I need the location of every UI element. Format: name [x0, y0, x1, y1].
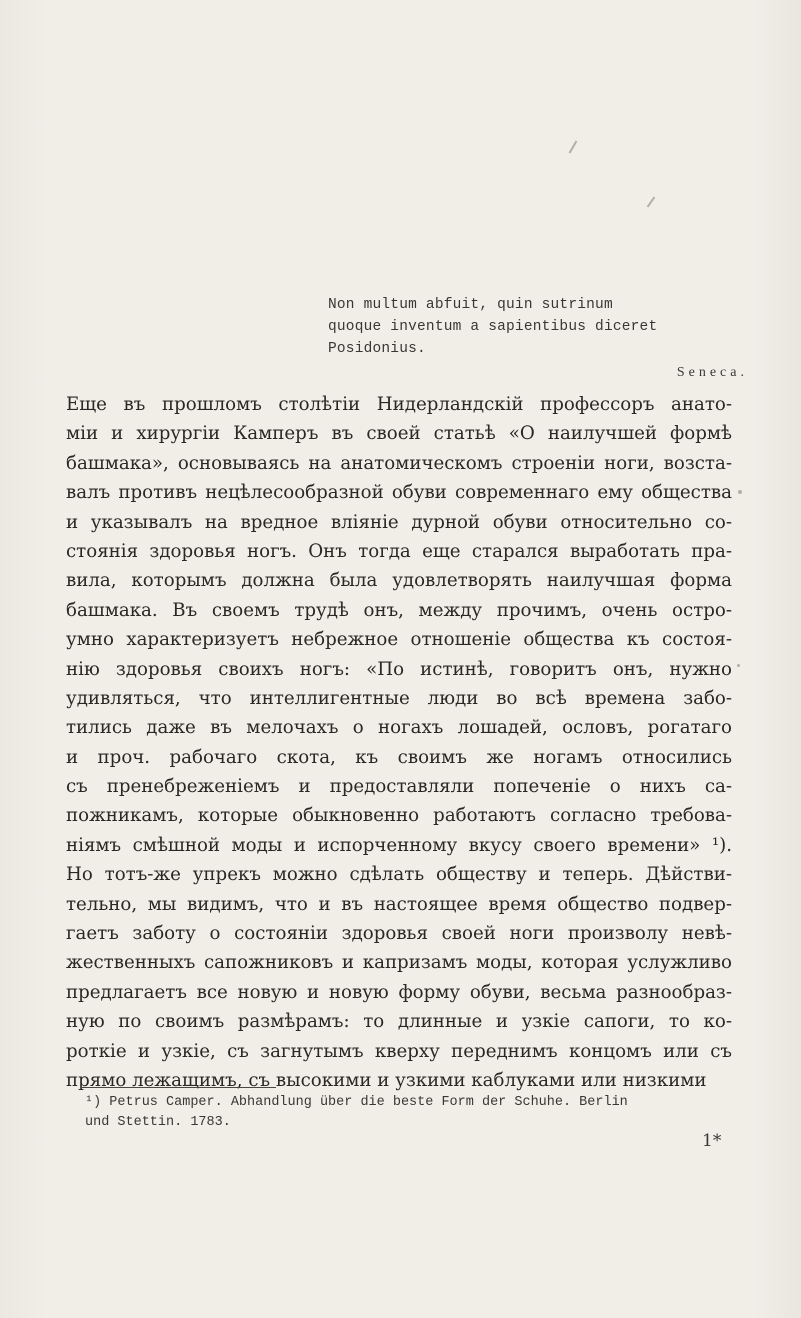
- epigraph-author: Seneca.: [676, 365, 748, 380]
- body-line: ніямъ смѣшной моды и испорченному вкусу своего времени» ¹).: [66, 834, 732, 856]
- body-line: ную по своимъ размѣрамъ: то длинные и узкіе сапоги, то ко-: [66, 1011, 732, 1033]
- body-line: и указывалъ на вредное вліяніе дурной обуви относительно со-: [66, 511, 732, 533]
- epigraph-line-2: quoque inventum a sapientibus diceret: [328, 319, 658, 335]
- body-line: умно характеризуетъ небрежное отношеніе общества къ состоя-: [66, 629, 732, 651]
- footnote-line-1: ¹) Petrus Camper. Abhandlung über die beste Form der Schuhe. Berlin: [85, 1095, 628, 1110]
- paper-speck: [738, 490, 742, 494]
- body-line: тились даже въ мелочахъ о ногахъ лошадей, ословъ, рогатаго: [66, 717, 732, 739]
- body-line: прямо лежащимъ, съ высокими и узкими каблуками или низкими: [66, 1069, 707, 1091]
- body-line: предлагаетъ все новую и новую форму обуви, весьма разнообраз-: [66, 981, 732, 1003]
- body-line: гаетъ заботу о состояніи здоровья своей ноги произволу невѣ-: [66, 923, 732, 945]
- body-line: башмака», основываясь на анатомическомъ строеніи ноги, возста-: [66, 452, 732, 474]
- body-line: стоянія здоровья ногъ. Онъ тогда еще старался выработать пра-: [66, 540, 732, 562]
- footnote-line-2: und Stettin. 1783.: [85, 1115, 231, 1130]
- epigraph-line-1: Non multum abfuit, quin sutrinum: [328, 297, 613, 313]
- paper-speck: [737, 664, 740, 667]
- body-line: съ пренебреженіемъ и предоставляли попеченіе о нихъ са-: [66, 776, 732, 798]
- footnote: [85, 1093, 735, 1133]
- body-line: тельно, мы видимъ, что и въ настоящее время общество подвер-: [66, 893, 732, 915]
- body-line: жественныхъ сапожниковъ и капризамъ моды, которая услужливо: [66, 952, 732, 974]
- body-line: вила, которымъ должна была удовлетворять наилучшая форма: [66, 570, 732, 592]
- footnote-divider: [82, 1087, 276, 1088]
- epigraph-line-3: Posidonius.: [328, 341, 426, 357]
- body-line: міи и хирургіи Камперъ въ своей статьѣ «О наилучшей формѣ: [66, 423, 732, 445]
- body-line: башмака. Въ своемъ трудѣ онъ, между прочимъ, очень остро-: [66, 599, 732, 621]
- body-paragraph: [66, 390, 732, 1095]
- body-line: удивляться, что интеллигентные люди во всѣ времена забо-: [66, 687, 732, 709]
- paper-speck: [647, 197, 656, 208]
- body-line: Еще въ прошломъ столѣтіи Нидерландскій профессоръ анато-: [66, 394, 732, 415]
- body-line: валъ противъ нецѣлесообразной обуви современнаго ему общества: [66, 482, 732, 504]
- paper-speck: [569, 140, 578, 153]
- page-number: 1*: [702, 1131, 722, 1151]
- body-line: и проч. рабочаго скота, къ своимъ же ногамъ относились: [66, 746, 732, 768]
- epigraph: [328, 294, 748, 384]
- body-line: нію здоровья своихъ ногъ: «По истинѣ, говоритъ онъ, нужно: [66, 658, 732, 680]
- body-line: пожникамъ, которые обыкновенно работаютъ согласно требова-: [66, 805, 732, 827]
- body-line: роткіе и узкіе, съ загнутымъ кверху переднимъ концомъ или съ: [66, 1040, 732, 1062]
- body-line: Но тотъ-же упрекъ можно сдѣлать обществу и теперь. Дѣйстви-: [66, 864, 732, 886]
